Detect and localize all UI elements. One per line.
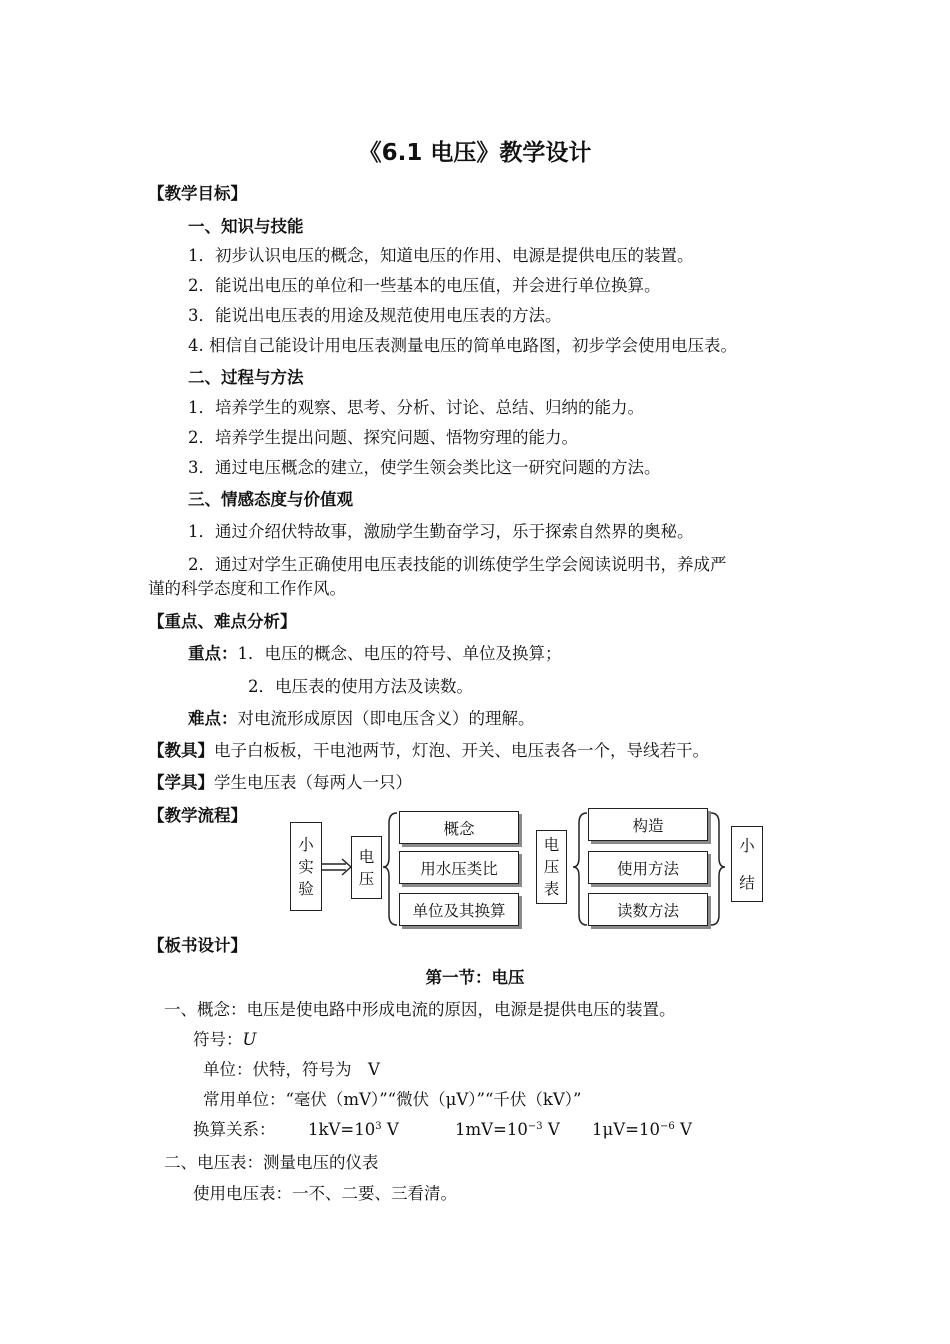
flow-char: 压: [543, 858, 560, 876]
board-meter-line: 二、电压表：测量电压的仪表: [164, 1153, 379, 1172]
board-usage: 使用电压表：一不、二要、三看清。: [193, 1184, 457, 1203]
flow-usage-box: 使用方法: [588, 851, 708, 884]
symbol-value: U: [242, 1030, 257, 1049]
conversion-mv: [455, 1119, 560, 1141]
conversion-unit: V: [542, 1120, 560, 1139]
flow-char: 实: [298, 857, 314, 876]
flow-char: 小: [739, 836, 755, 855]
flow-concept-box: 概念: [399, 811, 519, 844]
flow-structure-box: 构造: [588, 808, 708, 841]
process-item: 1．培养学生的观察、思考、分析、讨论、总结、归纳的能力。: [188, 398, 644, 417]
key-label: 重点：: [188, 644, 238, 663]
flow-unit-box: 单位及其换算: [399, 893, 519, 926]
knowledge-item: 1．初步认识电压的概念，知道电压的作用、电源是提供电压的装置。: [188, 246, 694, 265]
knowledge-heading: 一、知识与技能: [188, 217, 304, 236]
page-title: 《6.1 电压》教学设计: [358, 140, 592, 166]
difficult-label: 难点：: [188, 709, 238, 728]
process-heading: 二、过程与方法: [188, 368, 304, 387]
conversion-unit: V: [381, 1120, 399, 1139]
flow-reading-box: 读数方法: [588, 893, 708, 926]
flow-experiment-box: [290, 822, 322, 911]
conversion-base: 1kV=10: [308, 1120, 376, 1139]
teaching-tools-text: 电子白板板，干电池两节，灯泡、开关、电压表各一个，导线若干。: [214, 741, 709, 760]
board-heading: 【板书设计】: [148, 936, 247, 955]
conversion-kv: [308, 1119, 399, 1141]
emotion-heading: 三、情感态度与价值观: [188, 490, 353, 509]
knowledge-item: 4. 相信自己能设计用电压表测量电压的简单电路图，初步学会使用电压表。: [188, 336, 737, 355]
conversion-unit: V: [674, 1120, 692, 1139]
student-tools-text: 学生电压表（每两人一只）: [214, 773, 412, 792]
objectives-heading: 【教学目标】: [148, 184, 247, 203]
symbol-label: 符号：: [193, 1030, 243, 1049]
flow-char: 结: [739, 873, 755, 892]
flow-char: 压: [358, 869, 375, 888]
conversion-base: 1μV=10: [592, 1120, 660, 1139]
key-item: 1．电压的概念、电压的符号、单位及换算；: [237, 644, 562, 663]
flow-char: 小: [298, 835, 314, 854]
conversion-uv: [592, 1119, 692, 1141]
flow-summary-box: [731, 826, 763, 902]
board-symbol-line: [193, 1029, 256, 1051]
difficult-text: 对电流形成原因（即电压含义）的理解。: [237, 709, 535, 728]
flow-char: 表: [543, 880, 560, 898]
process-item: 3．通过电压概念的建立，使学生领会类比这一研究问题的方法。: [188, 458, 661, 477]
emotion-item: 1．通过介绍伏特故事，激励学生勤奋学习，乐于探索自然界的奥秘。: [188, 522, 694, 541]
flow-voltage-box: [351, 836, 382, 899]
knowledge-item: 2．能说出电压的单位和一些基本的电压值，并会进行单位换算。: [188, 276, 661, 295]
student-tools-label: 【学具】: [148, 773, 214, 792]
conversion-exponent: −6: [659, 1121, 675, 1132]
flow-analogy-box: 用水压类比: [399, 851, 519, 884]
flow-char: 电: [358, 847, 375, 866]
flow-char: 验: [298, 879, 314, 898]
conversion-exponent: 3: [375, 1121, 382, 1132]
emotion-item: 2．通过对学生正确使用电压表技能的训练使学生学会阅读说明书，养成严: [188, 555, 727, 574]
board-common-units: 常用单位：“毫伏（mV）”“微伏（μV）”“千伏（kV）”: [203, 1090, 582, 1109]
board-conversion-label: 换算关系：: [193, 1120, 276, 1139]
board-section-title: 第一节：电压: [425, 968, 525, 987]
knowledge-item: 3．能说出电压表的用途及规范使用电压表的方法。: [188, 306, 562, 325]
board-unit: 单位：伏特，符号为 V: [203, 1060, 380, 1079]
key-item: 2．电压表的使用方法及读数。: [248, 677, 473, 696]
board-concept: 一、概念：电压是使电路中形成电流的原因，电源是提供电压的装置。: [164, 1000, 676, 1019]
flow-char: 电: [543, 836, 560, 854]
teaching-tools-label: 【教具】: [148, 741, 214, 760]
flow-meter-box: [536, 830, 567, 904]
emotion-item-continued: 谨的科学态度和工作作风。: [148, 579, 346, 598]
key-points-heading: 【重点、难点分析】: [148, 612, 297, 631]
conversion-exponent: −3: [527, 1121, 543, 1132]
conversion-base: 1mV=10: [455, 1120, 528, 1139]
process-item: 2．培养学生提出问题、探究问题、悟物穷理的能力。: [188, 428, 578, 447]
flow-heading: 【教学流程】: [148, 806, 247, 825]
